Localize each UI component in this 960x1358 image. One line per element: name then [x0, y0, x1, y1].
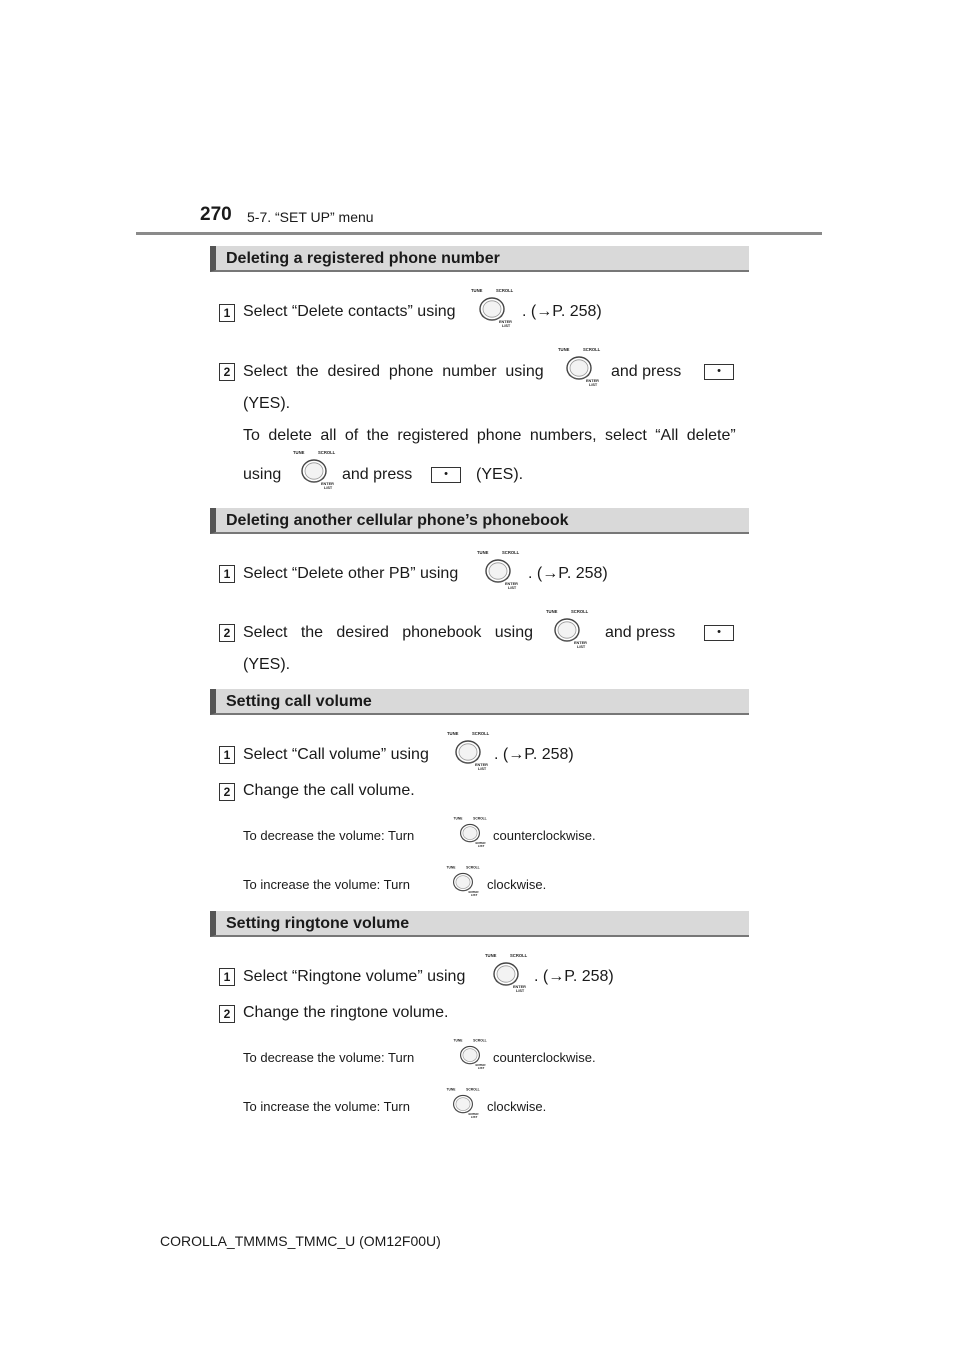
svg-text:TUNE: TUNE: [471, 288, 483, 293]
step-text: Select the desired phone number using: [243, 363, 544, 380]
section-title: Setting call volume: [226, 693, 372, 710]
step-number: 1: [219, 968, 235, 986]
svg-text:TUNE: TUNE: [446, 865, 456, 870]
section-title: Deleting a registered phone number: [226, 250, 500, 267]
step-text: (YES).: [476, 466, 524, 483]
svg-text:TUNE: TUNE: [447, 731, 459, 736]
svg-text:TUNE: TUNE: [558, 347, 570, 352]
step-text-ref: . (→P. 258): [522, 303, 602, 320]
svg-text:LIST: LIST: [502, 324, 511, 328]
section-title: Deleting another cellular phone’s phonebook: [226, 512, 569, 529]
svg-text:LIST: LIST: [589, 383, 598, 387]
tune-scroll-knob-icon: [451, 1037, 489, 1070]
step-text: Change the call volume.: [243, 782, 415, 799]
tune-scroll-knob-icon: [482, 951, 530, 993]
svg-text:ENTER: ENTER: [505, 582, 518, 586]
svg-text:ENTER: ENTER: [468, 1112, 479, 1117]
svg-text:SCROLL: SCROLL: [466, 1087, 480, 1092]
step-text: and press: [342, 466, 413, 483]
svg-text:LIST: LIST: [577, 645, 586, 649]
hint-text: To increase the volume: Turn: [243, 1099, 410, 1114]
tune-scroll-knob-icon: [444, 729, 492, 771]
step-number: 1: [219, 304, 235, 322]
section-heading-ringtone-volume: [210, 911, 749, 937]
svg-text:TUNE: TUNE: [453, 816, 463, 821]
step-text: Change the ringtone volume.: [243, 1004, 449, 1021]
tune-scroll-knob-icon: [555, 345, 603, 387]
hint-text: clockwise.: [487, 1099, 547, 1114]
preset-key-icon: •: [431, 467, 461, 483]
svg-text:SCROLL: SCROLL: [473, 1038, 487, 1043]
preset-key-icon: •: [704, 364, 734, 380]
step-text: Select “Call volume” using: [243, 746, 429, 763]
tune-scroll-knob-icon: [451, 815, 489, 848]
section-heading-delete-registered: [210, 246, 749, 272]
step-text: Select “Ringtone volume” using: [243, 968, 466, 985]
hint-text: counterclockwise.: [493, 1050, 596, 1065]
svg-text:TUNE: TUNE: [293, 450, 305, 455]
svg-text:ENTER: ENTER: [574, 641, 587, 645]
step-number: 1: [219, 746, 235, 764]
svg-text:ENTER: ENTER: [586, 379, 599, 383]
svg-text:SCROLL: SCROLL: [496, 288, 514, 293]
svg-text:ENTER: ENTER: [513, 985, 526, 989]
svg-text:LIST: LIST: [508, 586, 517, 590]
svg-text:ENTER: ENTER: [321, 482, 334, 486]
svg-text:SCROLL: SCROLL: [473, 816, 487, 821]
svg-text:SCROLL: SCROLL: [583, 347, 601, 352]
svg-text:ENTER: ENTER: [475, 841, 486, 846]
section-title: Setting ringtone volume: [226, 915, 410, 932]
step-number: 2: [219, 363, 235, 381]
page-number: 270: [200, 204, 232, 225]
tune-scroll-knob-icon: [444, 1086, 482, 1119]
section-path: 5-7. “SET UP” menu: [247, 209, 374, 225]
step-text: To delete all of the registered phone numbers, select “All delete”: [243, 427, 736, 444]
svg-text:TUNE: TUNE: [446, 1087, 456, 1092]
tune-scroll-knob-icon: [468, 286, 516, 328]
step-text: Select the desired phonebook using: [243, 624, 534, 641]
svg-text:SCROLL: SCROLL: [466, 865, 480, 870]
step-text-ref: . (→P. 258): [534, 968, 614, 985]
svg-text:ENTER: ENTER: [475, 1063, 486, 1068]
step-number: 2: [219, 624, 235, 642]
section-heading-delete-other-pb: [210, 508, 749, 534]
hint-text: To decrease the volume: Turn: [243, 1050, 415, 1065]
step-text: Select “Delete contacts” using: [243, 303, 456, 320]
svg-text:LIST: LIST: [324, 486, 333, 490]
footer-model-code: COROLLA_TMMMS_TMMC_U (OM12F00U): [160, 1233, 441, 1249]
step-text-ref: . (→P. 258): [528, 565, 608, 582]
svg-text:LIST: LIST: [478, 767, 487, 771]
tune-scroll-knob-icon: [290, 448, 338, 490]
tune-scroll-knob-icon: [543, 607, 591, 649]
step-text: using: [243, 466, 282, 483]
tune-scroll-knob-icon: [444, 864, 482, 897]
step-number: 2: [219, 783, 235, 801]
preset-key-icon: •: [704, 625, 734, 641]
svg-text:SCROLL: SCROLL: [502, 550, 520, 555]
step-text-ref: . (→P. 258): [494, 746, 574, 763]
svg-text:ENTER: ENTER: [499, 320, 512, 324]
hint-text: clockwise.: [487, 877, 547, 892]
step-number: 1: [219, 565, 235, 583]
step-text: (YES).: [243, 395, 291, 412]
step-text: and press: [611, 363, 682, 380]
svg-text:SCROLL: SCROLL: [571, 609, 589, 614]
section-heading-call-volume: [210, 689, 749, 715]
header-rule: [136, 232, 822, 235]
svg-text:LIST: LIST: [477, 1066, 485, 1070]
svg-text:TUNE: TUNE: [477, 550, 489, 555]
step-text: Select “Delete other PB” using: [243, 565, 459, 582]
svg-text:SCROLL: SCROLL: [510, 953, 528, 958]
svg-text:LIST: LIST: [470, 893, 478, 897]
svg-text:SCROLL: SCROLL: [472, 731, 490, 736]
svg-text:TUNE: TUNE: [453, 1038, 463, 1043]
svg-text:LIST: LIST: [516, 989, 525, 993]
tune-scroll-knob-icon: [474, 548, 522, 590]
svg-text:SCROLL: SCROLL: [318, 450, 336, 455]
svg-text:TUNE: TUNE: [546, 609, 558, 614]
svg-text:LIST: LIST: [470, 1115, 478, 1119]
step-text: and press: [605, 624, 676, 641]
svg-text:TUNE: TUNE: [485, 953, 497, 958]
hint-text: To decrease the volume: Turn: [243, 828, 415, 843]
hint-text: To increase the volume: Turn: [243, 877, 410, 892]
step-number: 2: [219, 1005, 235, 1023]
svg-text:LIST: LIST: [477, 844, 485, 848]
svg-text:ENTER: ENTER: [475, 763, 488, 767]
svg-text:ENTER: ENTER: [468, 890, 479, 895]
step-text: (YES).: [243, 656, 291, 673]
hint-text: counterclockwise.: [493, 828, 596, 843]
